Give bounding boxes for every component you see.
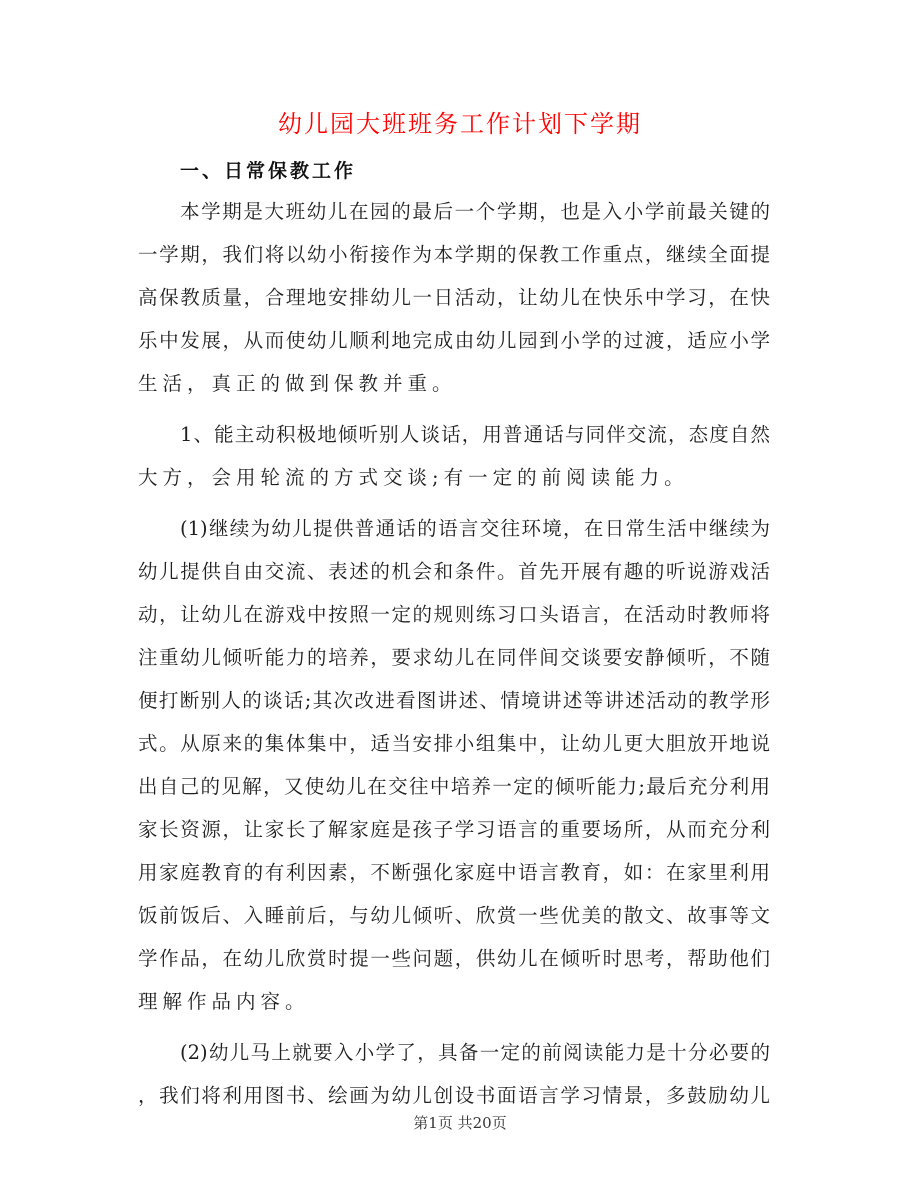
paragraph-line: 家长资源，让家长了解家庭是孩子学习语言的重要场所，从而充分利 xyxy=(138,818,770,841)
paragraph-line: 本学期是大班幼儿在园的最后一个学期，也是入小学前最关键的 xyxy=(180,200,770,223)
paragraph-line: (1)继续为幼儿提供普通话的语言交往环境，在日常生活中继续为 xyxy=(180,517,770,540)
section-heading: 一、日常保教工作 xyxy=(180,160,357,182)
paragraph-line: 乐中发展，从而使幼儿顺利地完成由幼儿园到小学的过渡，适应小学 xyxy=(138,329,770,352)
paragraph-line: 学作品，在幼儿欣赏时提一些问题，供幼儿在倾听时思考，帮助他们 xyxy=(138,947,770,970)
paragraph-line: 大方，会用轮流的方式交谈;有一定的前阅读能力。 xyxy=(138,466,689,489)
paragraph-line: 便打断别人的谈话;其次改进看图讲述、情境讲述等讲述活动的教学形 xyxy=(138,689,770,712)
paragraph-line: 理解作品内容。 xyxy=(138,990,310,1013)
paragraph-line: 幼儿提供自由交流、表述的机会和条件。首先开展有趣的听说游戏活 xyxy=(138,560,770,583)
paragraph-line: (2)幼儿马上就要入小学了，具备一定的前阅读能力是十分必要的 xyxy=(180,1041,770,1064)
paragraph-line: 高保教质量，合理地安排幼儿一日活动，让幼儿在快乐中学习，在快 xyxy=(138,286,770,309)
document-title: 幼儿园大班班务工作计划下学期 xyxy=(278,110,642,138)
paragraph-line: 用家庭教育的有利因素，不断强化家庭中语言教育，如：在家里利用 xyxy=(138,861,770,884)
page-number-footer: 第1页 共20页 xyxy=(413,1114,507,1132)
paragraph-line: 出自己的见解，又使幼儿在交往中培养一定的倾听能力;最后充分利用 xyxy=(138,775,770,798)
paragraph-line: 饭前饭后、入睡前后，与幼儿倾听、欣赏一些优美的散文、故事等文 xyxy=(138,904,770,927)
paragraph-line: ，我们将利用图书、绘画为幼儿创设书面语言学习情景，多鼓励幼儿 xyxy=(138,1084,770,1107)
paragraph-line: 式。从原来的集体集中，适当安排小组集中，让幼儿更大胆放开地说 xyxy=(138,732,770,755)
paragraph-line: 一学期，我们将以幼小衔接作为本学期的保教工作重点，继续全面提 xyxy=(138,243,770,266)
paragraph-line: 生活，真正的做到保教并重。 xyxy=(138,372,457,395)
paragraph-line: 注重幼儿倾听能力的培养，要求幼儿在同伴间交谈要安静倾听，不随 xyxy=(138,646,770,669)
paragraph-line: 1、能主动积极地倾听别人谈话，用普通话与同伴交流，态度自然 xyxy=(180,423,770,446)
paragraph-line: 动，让幼儿在游戏中按照一定的规则练习口头语言，在活动时教师将 xyxy=(138,603,770,626)
